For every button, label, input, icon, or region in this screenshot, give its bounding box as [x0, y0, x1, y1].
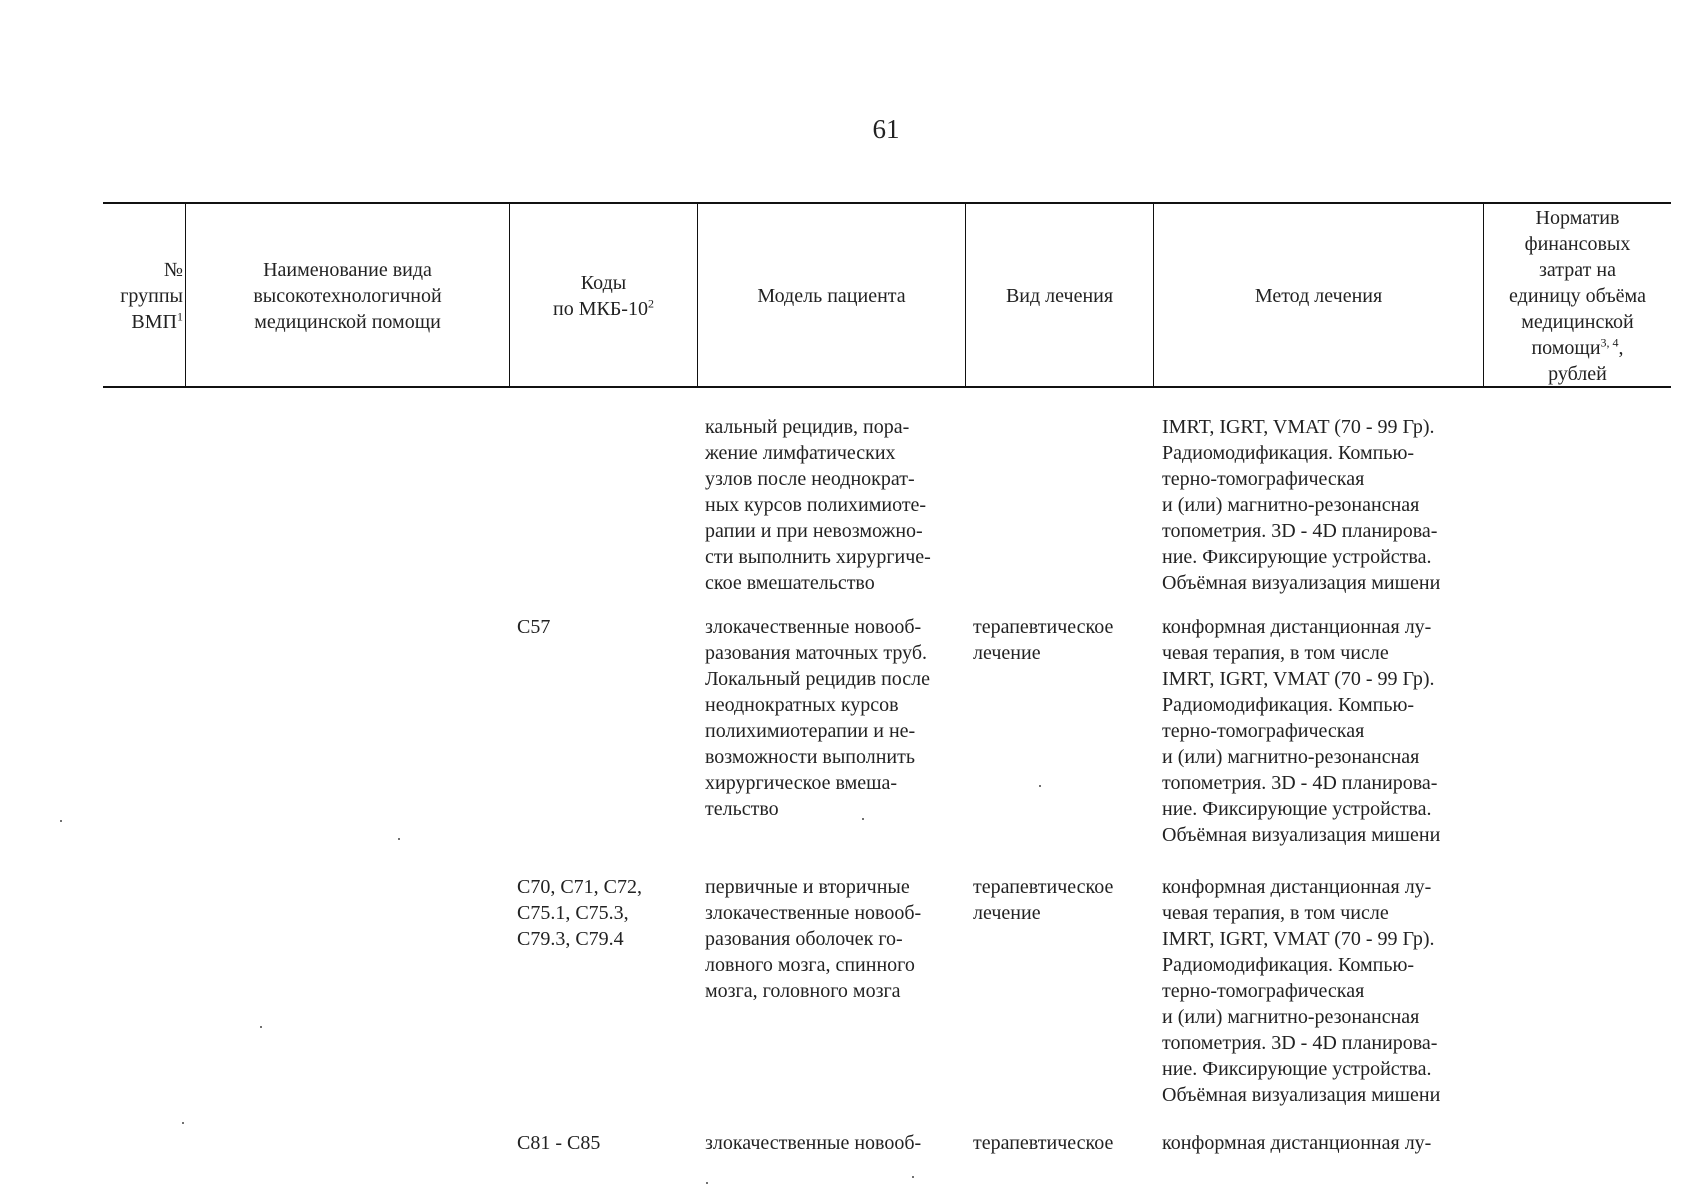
row-1-treatment-type: терапевтическое лечение — [973, 616, 1114, 664]
header-patient-model: Модель пациента — [757, 285, 906, 307]
scan-speck — [1039, 785, 1041, 787]
row-1-patient-model: злокачественные новооб- разования маточных труб. Локальный рецидив после неоднократных курсов полихимиотерапии и не- возможности выполнить хирургическое вмеша- тельство — [705, 616, 931, 820]
scan-speck — [182, 1122, 184, 1124]
row-3-patient-model: злокачественные новооб- — [705, 1132, 922, 1154]
header-icd-codes: Коды по МКБ-$10^2$ — [553, 272, 654, 320]
row-2-treatment-method: конформная дистанционная лу- чевая терапия, в том числе IMRT, IGRT, VMAT (70 - 99 Гр). Радиомодификация. Компью- терно-томографическая и (или) магнитно-резонансная топометрия. 3D - 4D планирова- ние. Фиксирующие устройства. Объёмная визуализация мишени — [1162, 876, 1441, 1106]
row-0-patient-model: кальный рецидив, пора- жение лимфатических узлов после неоднократ- ных курсов полихимиоте- рапии и при невозможно- сти выполнить хирургиче- ское вмешательство — [705, 416, 931, 594]
row-0-treatment-method: IMRT, IGRT, VMAT (70 - 99 Гр). Радиомодификация. Компью- терно-томографическая и (или) магнитно-резонансная топометрия. 3D - 4D планирова- ние. Фиксирующие устройства. Объёмная визуализация мишени — [1162, 416, 1441, 594]
page-number: 61 — [872, 114, 900, 144]
header-treatment-type: Вид лечения — [1005, 285, 1114, 307]
header-cost-norm: Норматив финансовых затрат на единицу объёма медицинской помощи$^{3, 4}$, рублей — [1509, 207, 1646, 385]
header-treatment-method: Метод лечения — [1254, 285, 1383, 307]
scan-speck — [398, 838, 400, 840]
header-group-number: № группы ВМП$^1$ — [120, 259, 183, 333]
scan-speck — [60, 820, 62, 822]
row-3-treatment-type: терапевтическое — [973, 1132, 1114, 1154]
row-2-treatment-type: терапевтическое лечение — [973, 876, 1114, 924]
scan-speck — [912, 1176, 914, 1178]
row-2-patient-model: первичные и вторичные злокачественные новооб- разования оболочек го- ловного мозга, спинного мозга, головного мозга — [705, 876, 922, 1002]
row-1-icd-codes: С57 — [517, 616, 551, 638]
header-vmp-name: Наименование вида высокотехнологичной медицинской помощи — [253, 259, 442, 333]
scan-speck — [862, 818, 864, 820]
row-2-icd-codes: С70, С71, С72, С75.1, С75.3, С79.3, С79.4 — [517, 876, 643, 950]
scan-speck — [706, 1182, 708, 1184]
row-1-treatment-method: конформная дистанционная лу- чевая терапия, в том числе IMRT, IGRT, VMAT (70 - 99 Гр). Радиомодификация. Компью- терно-томографическая и (или) магнитно-резонансная топометрия. 3D - 4D планирова- ние. Фиксирующие устройства. Объёмная визуализация мишени — [1162, 616, 1441, 846]
row-3-treatment-method: конформная дистанционная лу- — [1162, 1132, 1432, 1154]
scan-speck — [260, 1026, 262, 1028]
row-3-icd-codes: С81 - С85 — [517, 1132, 601, 1154]
